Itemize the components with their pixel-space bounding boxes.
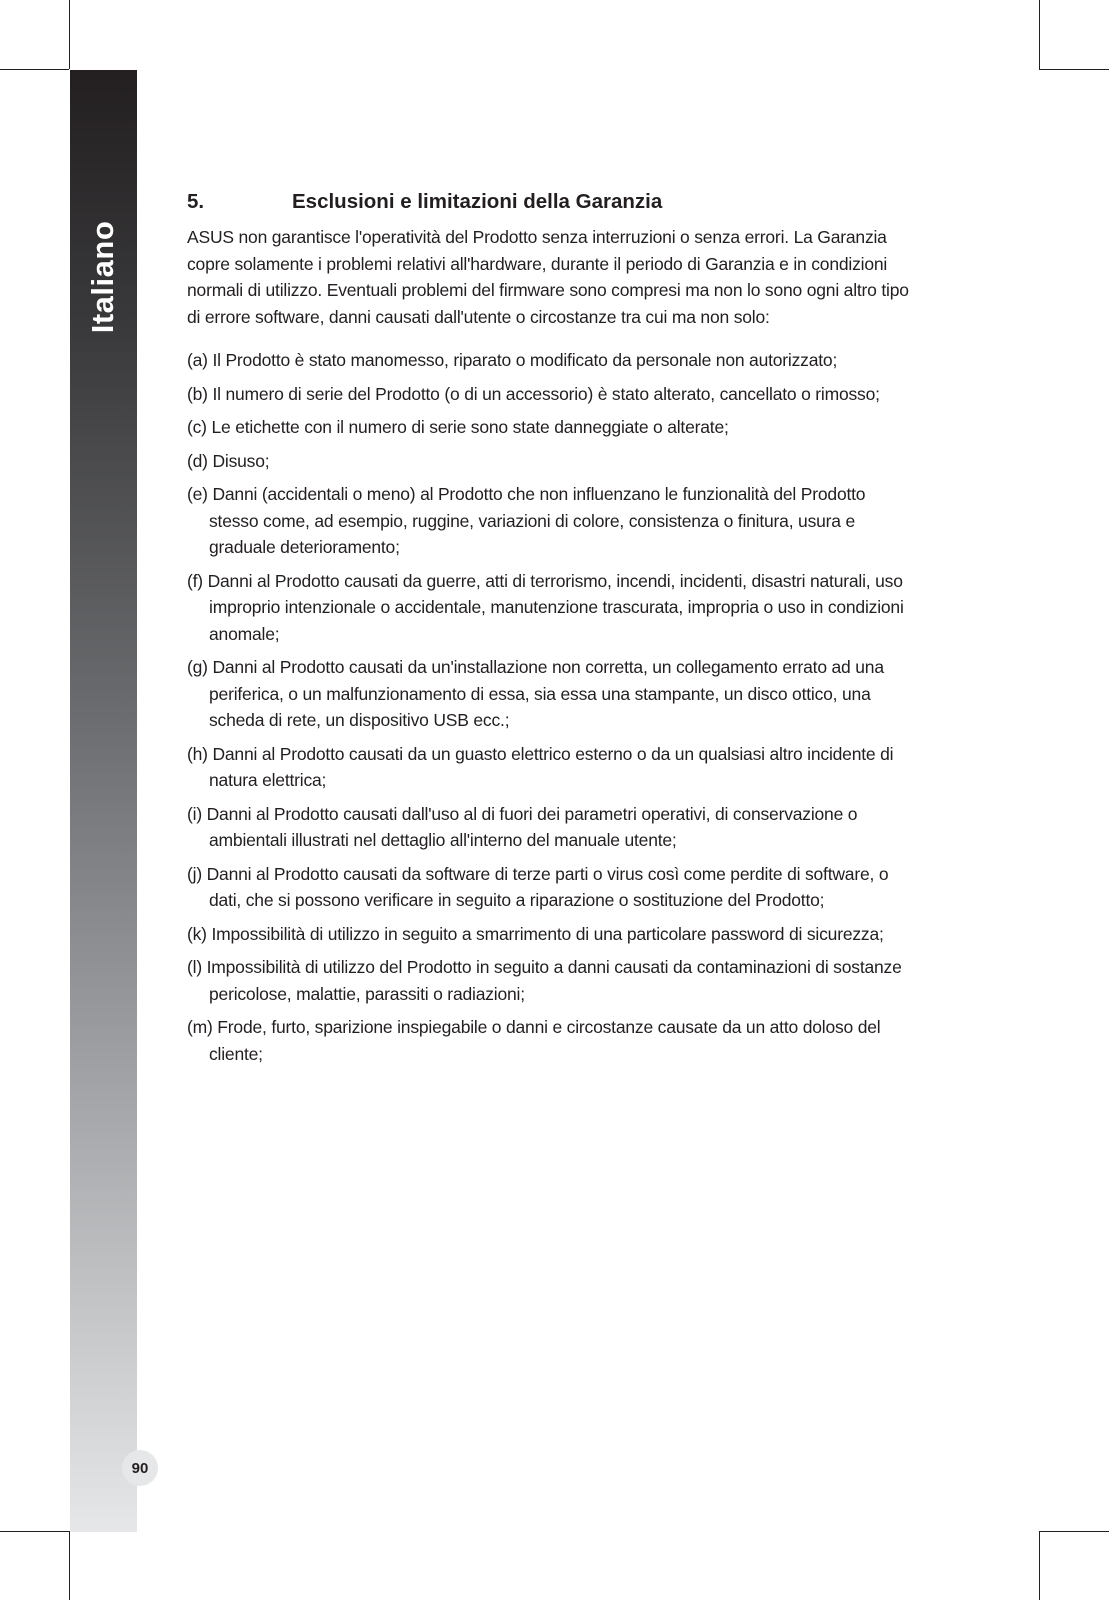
section-number: 5.: [187, 190, 205, 213]
crop-mark: [0, 69, 69, 70]
list-item: (l) Impossibilità di utilizzo del Prodotto in seguito a danni causati da contaminazioni di sostanze pericolose, malattie, parassiti o radiazioni;: [187, 957, 902, 1004]
crop-mark: [69, 0, 70, 69]
crop-mark: [0, 1531, 69, 1532]
crop-mark: [1039, 1531, 1109, 1532]
section-heading: [187, 190, 917, 214]
page-number: 90: [122, 1450, 158, 1486]
list-item: (e) Danni (accidentali o meno) al Prodotto che non influenzano le funzionalità del Prodotto stesso come, ad esempio, ruggine, variazioni di colore, consistenza o finitura, usura e graduale deterioramento;: [187, 484, 866, 557]
list-item: (g) Danni al Prodotto causati da un'installazione non corretta, un collegamento errato ad una periferica, o un malfunzionamento di essa, sia essa una stampante, un disco ottico, una scheda di rete, un dispositivo USB ecc.;: [187, 657, 884, 730]
list-item: (m) Frode, furto, sparizione inspiegabile o danni e circostanze causate da un atto doloso del cliente;: [187, 1017, 881, 1064]
language-label: Italiano: [85, 220, 120, 334]
page-content: [187, 190, 917, 1074]
list-item: (a) Il Prodotto è stato manomesso, riparato o modificato da personale non autorizzato;: [187, 350, 838, 370]
list-item: (c) Le etichette con il numero di serie sono state danneggiate o alterate;: [187, 417, 729, 437]
list-item: (f) Danni al Prodotto causati da guerre, atti di terrorismo, incendi, incidenti, disastri naturali, uso improprio intenzionale o accidentale, manutenzione trascurata, impropria o uso in condizioni anomale;: [187, 570, 904, 644]
section-title: Esclusioni e limitazioni della Garanzia: [292, 190, 663, 213]
list-item: (h) Danni al Prodotto causati da un guasto elettrico esterno o da un qualsiasi altro incidente di natura elettrica;: [187, 743, 894, 790]
crop-mark: [1039, 0, 1040, 69]
list-item: (i) Danni al Prodotto causati dall'uso al di fuori dei parametri operativi, di conservazione o ambientali illustrati nel dettaglio all'interno del manuale utente;: [187, 803, 858, 850]
list-item: (d) Disuso;: [187, 450, 270, 471]
section-intro: ASUS non garantisce l'operatività del Prodotto senza interruzioni o senza errori. La Garanzia copre solamente i problemi relativi all'hardware, durante il periodo di Garanzia e in condizioni normali di utilizzo. Eventuali problemi del firmware sono compresi ma non lo sono ogni altro tipo di errore software, danni causati dall'utente o circostanze tra cui ma non solo:: [187, 227, 909, 327]
list-item: (b) Il numero di serie del Prodotto (o di un accessorio) è stato alterato, cancellato o rimosso;: [187, 383, 880, 404]
list-item: (k) Impossibilità di utilizzo in seguito a smarrimento di una particolare password di sicurezza;: [187, 923, 884, 944]
crop-mark: [1039, 1531, 1040, 1600]
exclusions-list: [187, 347, 917, 1067]
crop-mark: [1039, 69, 1109, 70]
crop-mark: [69, 1531, 70, 1600]
list-item: (j) Danni al Prodotto causati da software di terze parti o virus così come perdite di software, o dati, che si possono verificare in seguito a riparazione o sostituzione del Prodotto;: [187, 863, 889, 910]
